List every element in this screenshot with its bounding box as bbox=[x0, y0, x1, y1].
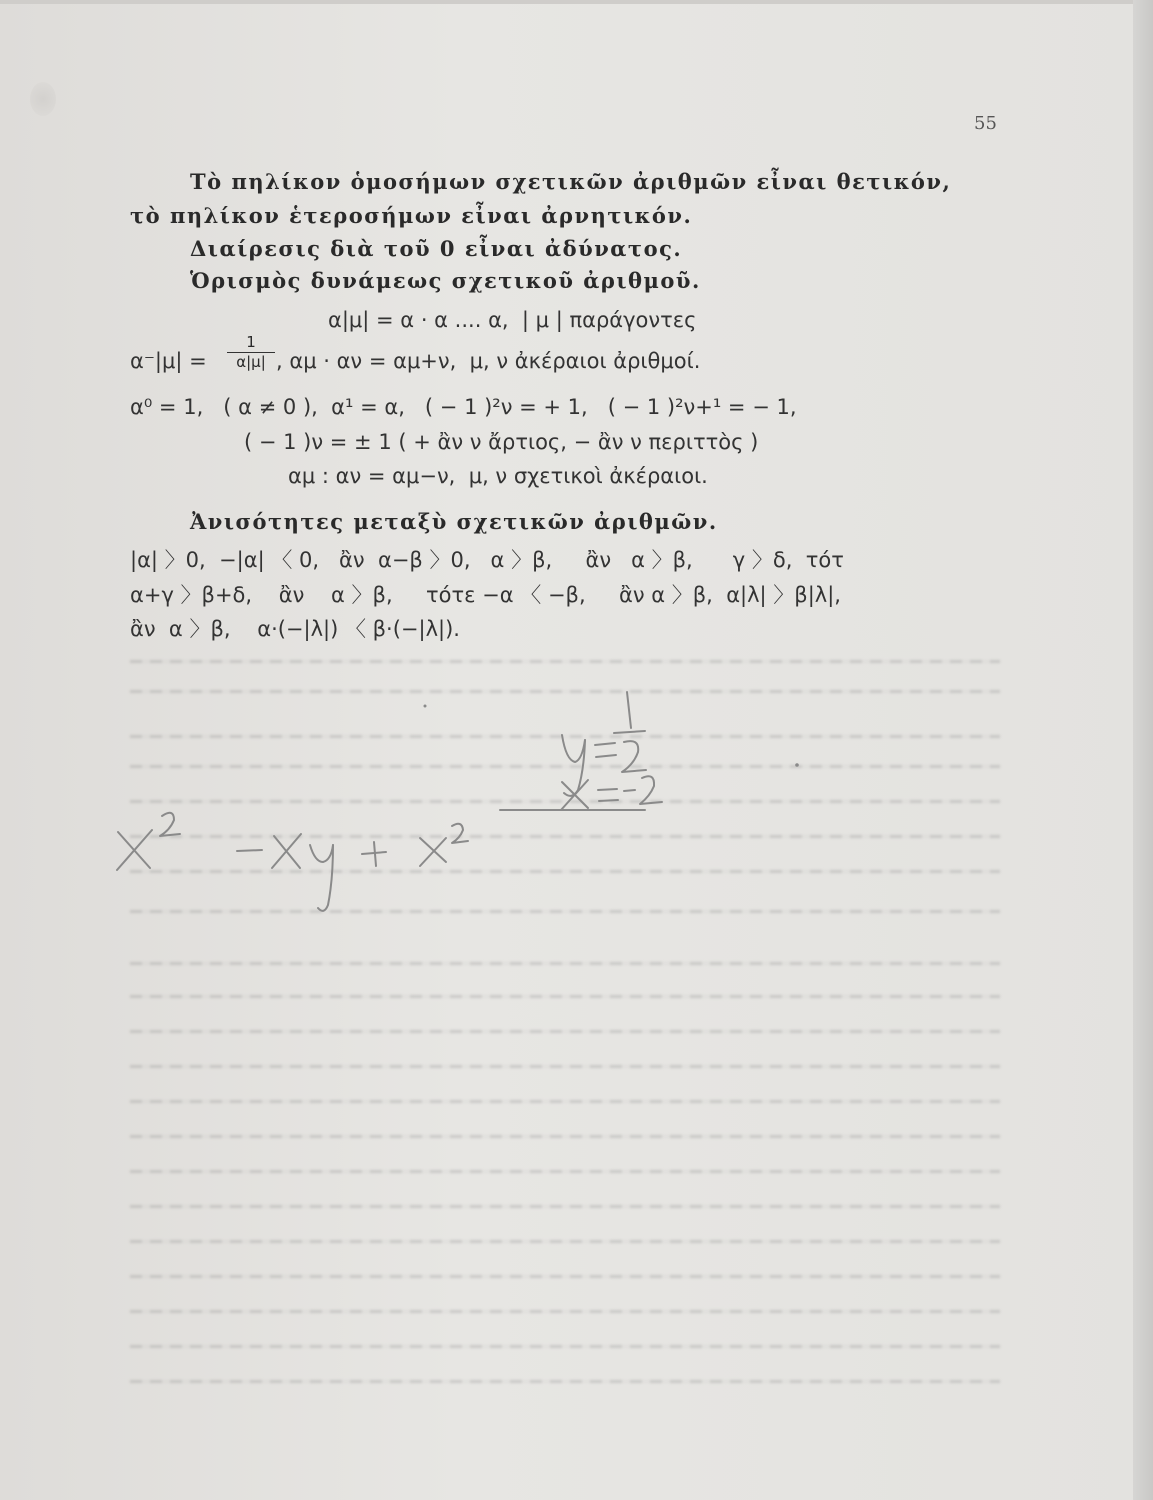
negative-power-lhs: α⁻|μ| = bbox=[130, 349, 207, 373]
section-heading-powers: Ὁρισμὸς δυνάμεως σχετικοῦ ἀριθμοῦ. bbox=[190, 268, 701, 293]
paragraph-line-1: Τὸ πηλίκον ὁμοσήμων σχετικῶν ἀριθμῶν εἶναι θετικόν, bbox=[190, 169, 952, 194]
inequality-line-3: ἂν α 〉β, α·(−|λ|) 〈 β·(−|λ|). bbox=[130, 617, 460, 641]
page-number: 55 bbox=[974, 113, 997, 134]
inequality-line-2: α+γ 〉β+δ, ἂν α 〉β, τότε −α 〈 −β, ἂν α 〉β, α|λ| 〉β|λ|, bbox=[130, 583, 841, 607]
negative-power-rhs: , αμ · αν = αμ+ν, μ, ν ἀκέραιοι ἀριθμοί. bbox=[276, 349, 701, 373]
paragraph-line-2: τὸ πηλίκον ἑτεροσήμων εἶναι ἀρνητικόν. bbox=[130, 203, 693, 228]
power-definition: α|μ| = α · α .... α, | μ | παράγοντες bbox=[328, 308, 697, 332]
sign-power-formula: ( − 1 )ν = ± 1 ( + ἂν ν ἄρτιος, − ἂν ν περιττὸς ) bbox=[244, 430, 759, 454]
paragraph-line-3: Διαίρεσις διὰ τοῦ 0 εἶναι ἀδύνατος. bbox=[190, 236, 683, 261]
inequality-line-1: |α| 〉0, −|α| 〈 0, ἂν α−β 〉0, α 〉β, ἂν α 〉β, γ 〉δ, τότ bbox=[130, 548, 844, 572]
quotient-power-formula: αμ : αν = αμ−ν, μ, ν σχετικοὶ ἀκέραιοι. bbox=[288, 464, 708, 488]
fraction-denominator: α|μ| bbox=[236, 353, 266, 371]
section-heading-inequalities: Ἀνισότητες μεταξὺ σχετικῶν ἀριθμῶν. bbox=[190, 509, 718, 534]
zero-power-formula: α⁰ = 1, ( α ≠ 0 ), α¹ = α, ( − 1 )²ν = + 1, ( − 1 )²ν+¹ = − 1, bbox=[130, 395, 797, 419]
fraction-numerator: 1 bbox=[227, 333, 275, 353]
